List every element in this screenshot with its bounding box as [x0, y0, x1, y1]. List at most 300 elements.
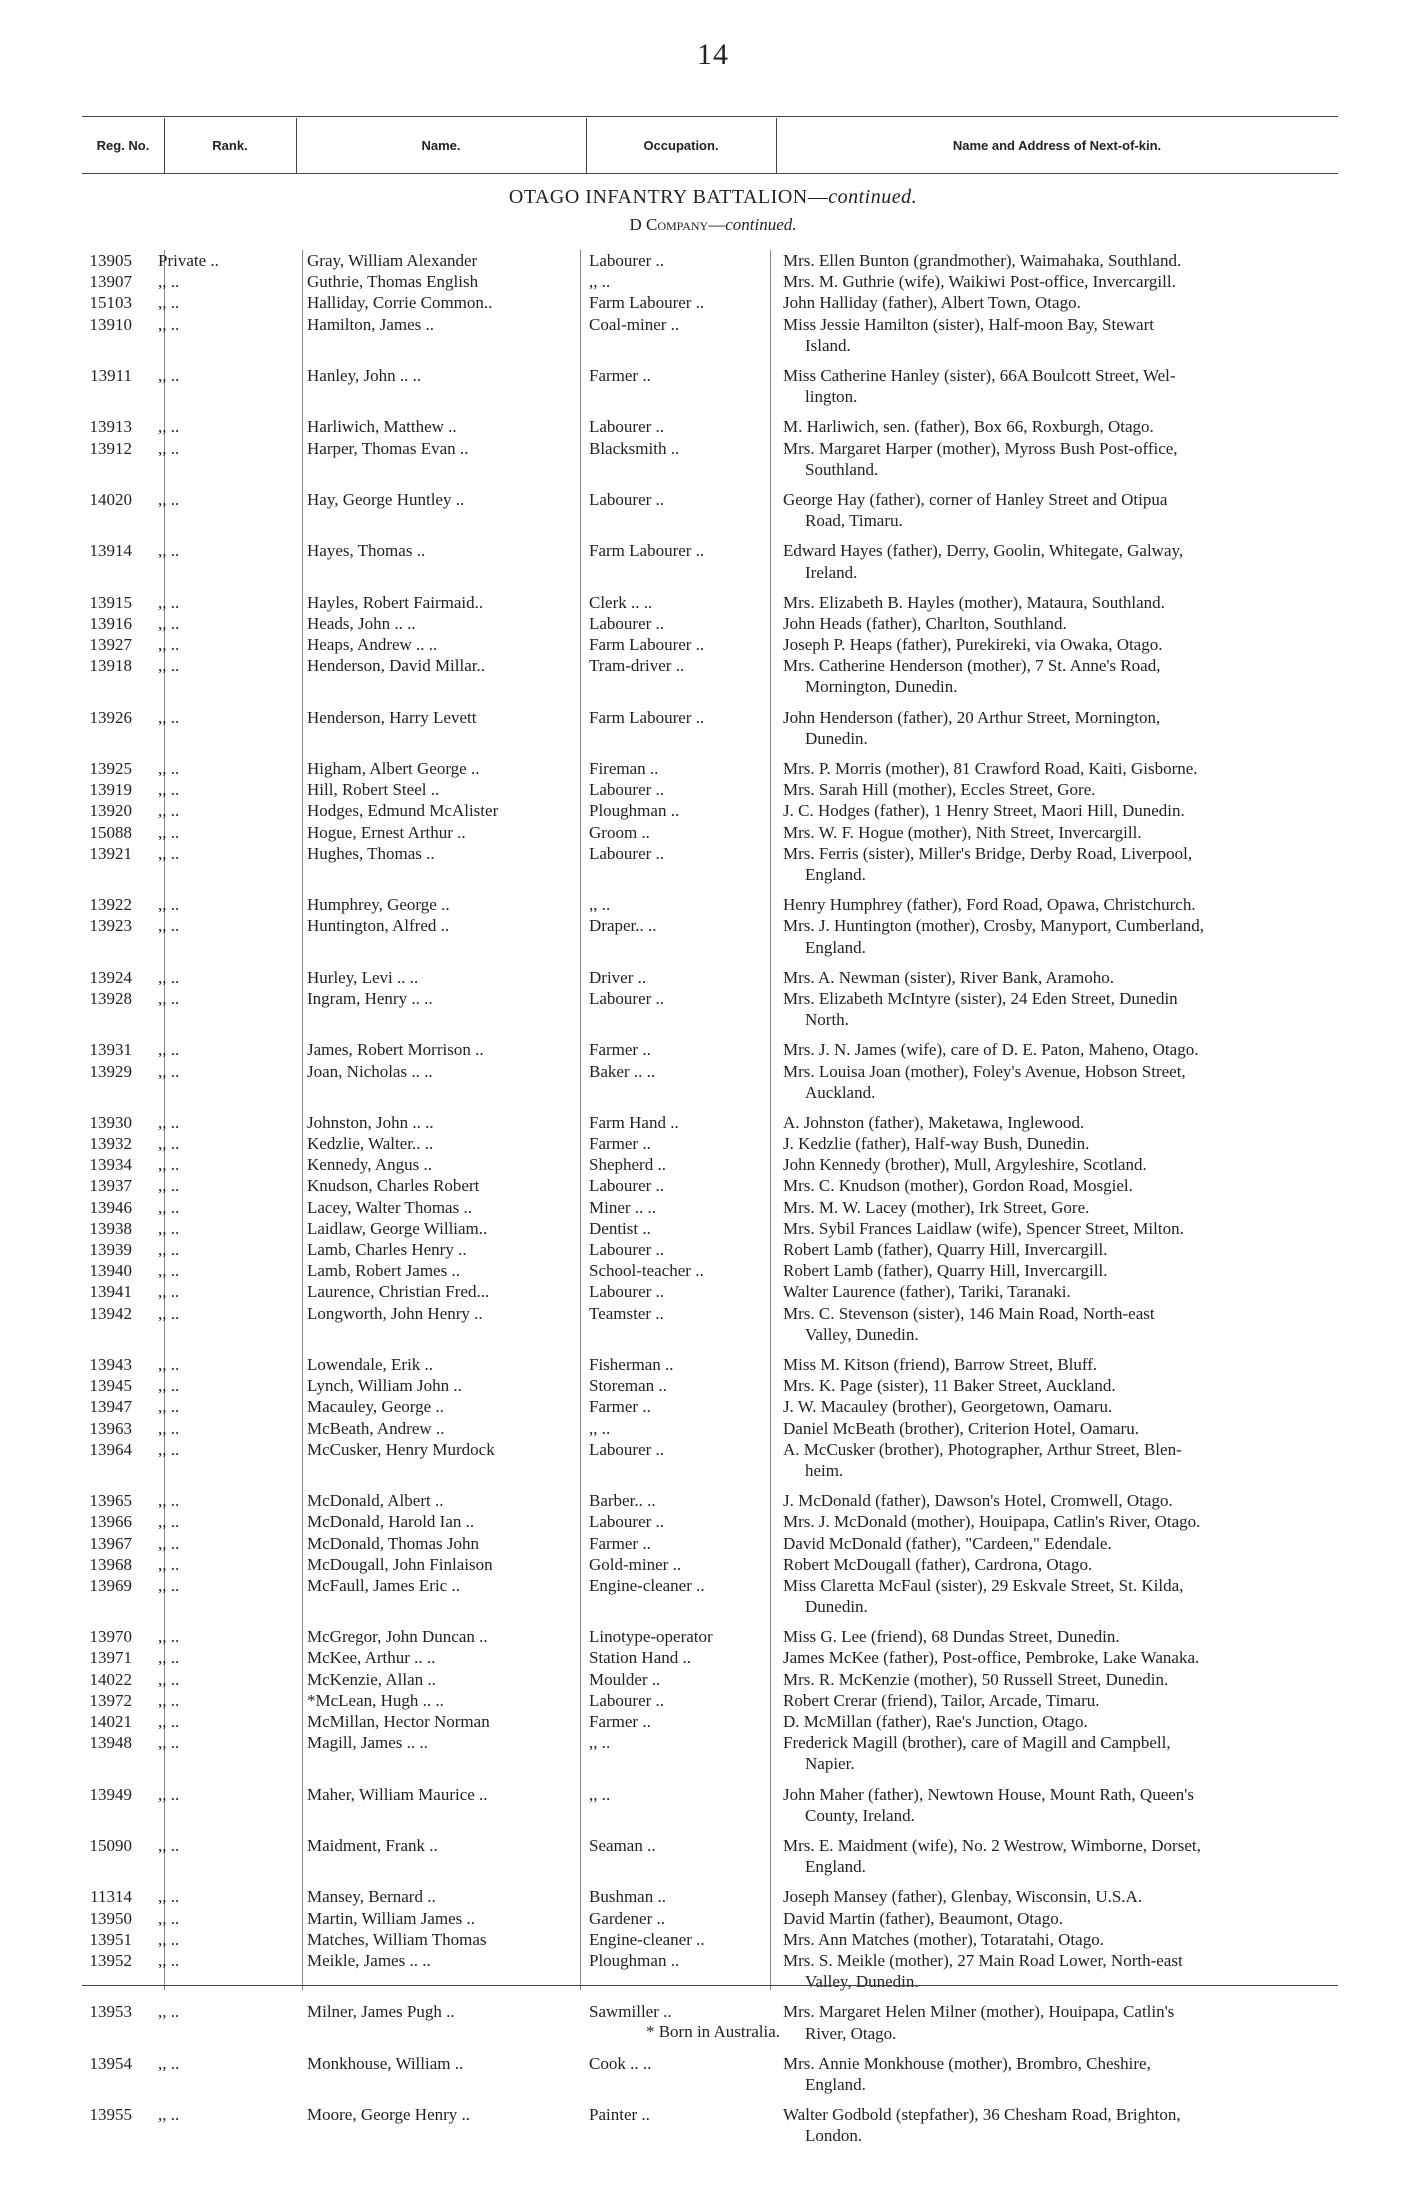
- rank: ,, ..: [158, 1061, 180, 1081]
- reg-number: 13938: [89, 1218, 132, 1238]
- table-row: [82, 2104, 1338, 2155]
- table-row: [82, 250, 1338, 271]
- table-row: [82, 438, 1338, 489]
- reg-number: 13922: [89, 895, 132, 915]
- reg-number: 13915: [89, 592, 132, 612]
- column-header-row: [82, 118, 1338, 173]
- table-row: [82, 271, 1338, 292]
- header-occupation: Occupation.: [643, 138, 719, 153]
- reg-number: 13966: [89, 1512, 132, 1532]
- next-of-kin-line: John Maher (father), Newtown House, Mount Rath, Queen's: [783, 1784, 1194, 1804]
- soldier-name: James, Robert Morrison ..: [307, 1040, 484, 1060]
- next-of-kin: [783, 1533, 1426, 1554]
- occupation: Seaman ..: [589, 1836, 656, 1855]
- next-of-kin-line: David McDonald (father), "Cardeen," Edendale.: [783, 1533, 1112, 1553]
- rank: ,, ..: [158, 1176, 180, 1196]
- next-of-kin-line: England.: [805, 2074, 866, 2094]
- occupation: Ploughman ..: [589, 801, 680, 821]
- soldier-name: McCusker, Henry Murdock: [307, 1439, 495, 1459]
- rank: ,, ..: [158, 822, 180, 842]
- table-row: [82, 416, 1338, 437]
- next-of-kin: [783, 1260, 1426, 1281]
- reg-number: 13955: [89, 2105, 132, 2125]
- reg-number: 13916: [89, 613, 132, 633]
- next-of-kin-line: Mrs. Margaret Harper (mother), Myross Bush Post-office,: [783, 438, 1178, 458]
- next-of-kin-line: Mrs. Margaret Helen Milner (mother), Houipapa, Catlin's: [783, 2002, 1175, 2022]
- occupation: Groom ..: [589, 822, 650, 842]
- table-row: [82, 655, 1338, 706]
- next-of-kin: [783, 365, 1426, 407]
- rank: ,, ..: [158, 1218, 180, 1238]
- reg-number: 13963: [89, 1418, 132, 1438]
- table-row: [82, 365, 1338, 416]
- next-of-kin: [783, 1239, 1426, 1260]
- occupation: Farm Hand ..: [589, 1112, 679, 1132]
- next-of-kin-line: Valley, Dunedin.: [805, 1324, 919, 1344]
- table-row: [82, 540, 1338, 591]
- next-of-kin-line: England.: [805, 1857, 866, 1877]
- next-of-kin-line: Southland.: [805, 459, 879, 479]
- soldier-name: *McLean, Hugh .. ..: [307, 1690, 444, 1710]
- header-name: Name.: [421, 138, 461, 153]
- table-row: [82, 894, 1338, 915]
- occupation: Farm Labourer ..: [589, 541, 705, 561]
- next-of-kin-line: Mrs. Ellen Bunton (grandmother), Waimahaka, Southland.: [783, 251, 1182, 270]
- reg-number: 11314: [90, 1887, 132, 1907]
- next-of-kin-line: River, Otago.: [805, 2023, 897, 2043]
- table-row: [82, 1112, 1338, 1133]
- next-of-kin-line: Walter Laurence (father), Tariki, Taranaki.: [783, 1282, 1071, 1302]
- reg-number: 13946: [89, 1197, 132, 1217]
- next-of-kin: [783, 988, 1426, 1030]
- reg-number: 13943: [89, 1355, 132, 1374]
- soldier-name: Mansey, Bernard ..: [307, 1887, 436, 1907]
- occupation: Labourer ..: [589, 1512, 665, 1532]
- occupation: Teamster ..: [589, 1303, 664, 1323]
- reg-number: 13931: [89, 1040, 132, 1060]
- soldier-name: Hayles, Robert Fairmaid..: [307, 592, 484, 612]
- reg-number: 13971: [89, 1648, 132, 1668]
- next-of-kin: [783, 1418, 1426, 1439]
- occupation: Farm Labourer ..: [589, 293, 705, 313]
- table-row: [82, 1154, 1338, 1175]
- rank: ,, ..: [158, 1240, 180, 1260]
- occupation: Labourer ..: [589, 417, 665, 437]
- reg-number: 13972: [89, 1690, 132, 1710]
- rank: ,, ..: [158, 967, 180, 987]
- reg-number: 13967: [89, 1533, 132, 1553]
- reg-number: 13951: [89, 1929, 132, 1949]
- rank: ,, ..: [158, 759, 180, 779]
- next-of-kin-line: David Martin (father), Beaumont, Otago.: [783, 1908, 1063, 1928]
- next-of-kin-line: Miss M. Kitson (friend), Barrow Street, Bluff.: [783, 1355, 1098, 1374]
- soldier-name: Martin, William James ..: [307, 1908, 476, 1928]
- soldier-name: Huntington, Alfred ..: [307, 916, 450, 936]
- rank: ,, ..: [158, 895, 180, 915]
- next-of-kin-line: Napier.: [805, 1754, 855, 1774]
- occupation: Labourer ..: [589, 988, 665, 1008]
- soldier-name: Lynch, William John ..: [307, 1376, 462, 1396]
- occupation: Labourer ..: [589, 1240, 665, 1260]
- table-row: [82, 1511, 1338, 1532]
- next-of-kin-line: J. C. Hodges (father), 1 Henry Street, Maori Hill, Dunedin.: [783, 801, 1185, 821]
- table-row: [82, 1575, 1338, 1626]
- soldier-name: McDougall, John Finlaison: [307, 1554, 493, 1574]
- next-of-kin-line: John Henderson (father), 20 Arthur Street, Mornington,: [783, 707, 1161, 727]
- next-of-kin: [783, 250, 1426, 271]
- nominal-roll-table: [82, 250, 1338, 2156]
- table-row: [82, 1439, 1338, 1490]
- next-of-kin-line: Robert McDougall (father), Cardrona, Otago.: [783, 1554, 1093, 1574]
- occupation: ,, ..: [589, 1784, 611, 1804]
- next-of-kin: [783, 800, 1426, 821]
- reg-number: 13913: [89, 417, 132, 437]
- rank: ,, ..: [158, 1929, 180, 1949]
- next-of-kin-line: Robert Lamb (father), Quarry Hill, Invercargill.: [783, 1240, 1108, 1260]
- reg-number: 13970: [89, 1627, 132, 1647]
- table-row: [82, 1061, 1338, 1112]
- next-of-kin: [783, 1061, 1426, 1103]
- next-of-kin: [783, 1690, 1426, 1711]
- next-of-kin-line: Miss Catherine Hanley (sister), 66A Boulcott Street, Wel-: [783, 365, 1176, 385]
- header-rank: Rank.: [212, 138, 248, 153]
- next-of-kin-line: Mrs. C. Knudson (mother), Gordon Road, Mosgiel.: [783, 1176, 1133, 1196]
- soldier-name: McDonald, Albert ..: [307, 1491, 444, 1511]
- next-of-kin-line: Mrs. Louisa Joan (mother), Foley's Avenue, Hobson Street,: [783, 1061, 1186, 1081]
- rank: ,, ..: [158, 1376, 180, 1396]
- table-row: [82, 613, 1338, 634]
- occupation: Moulder ..: [589, 1669, 661, 1689]
- soldier-name: McFaull, James Eric ..: [307, 1575, 460, 1595]
- table-row: [82, 1784, 1338, 1835]
- next-of-kin: [783, 416, 1426, 437]
- table-row: [82, 1533, 1338, 1554]
- occupation: Gardener ..: [589, 1908, 665, 1928]
- reg-number: 13923: [89, 916, 132, 936]
- occupation: Draper.. ..: [589, 916, 657, 936]
- footer-rule: [82, 1985, 1338, 1986]
- occupation: Fireman ..: [589, 759, 659, 779]
- rank: ,, ..: [158, 780, 180, 800]
- table-row: [82, 1732, 1338, 1783]
- next-of-kin: [783, 779, 1426, 800]
- soldier-name: McGregor, John Duncan ..: [307, 1627, 488, 1647]
- occupation: ,, ..: [589, 1733, 611, 1753]
- next-of-kin-line: Mrs. J. McDonald (mother), Houipapa, Catlin's River, Otago.: [783, 1512, 1201, 1532]
- table-row: [82, 1303, 1338, 1354]
- next-of-kin-line: Miss G. Lee (friend), 68 Dundas Street, Dunedin.: [783, 1627, 1120, 1647]
- soldier-name: Gray, William Alexander: [307, 251, 478, 270]
- reg-number: 13947: [89, 1397, 132, 1417]
- table-row: [82, 800, 1338, 821]
- table-row: [82, 1239, 1338, 1260]
- next-of-kin-line: Mrs. E. Maidment (wife), No. 2 Westrow, Wimborne, Dorset,: [783, 1836, 1201, 1855]
- next-of-kin: [783, 1669, 1426, 1690]
- rank: ,, ..: [158, 916, 180, 936]
- occupation: Blacksmith ..: [589, 438, 680, 458]
- rank: Private ..: [158, 251, 219, 270]
- occupation: Sawmiller ..: [589, 2002, 672, 2022]
- next-of-kin-line: Island.: [805, 335, 851, 355]
- reg-number: 14020: [89, 489, 132, 509]
- next-of-kin-line: Mrs. C. Stevenson (sister), 146 Main Road, North-east: [783, 1303, 1155, 1323]
- next-of-kin: [783, 613, 1426, 634]
- next-of-kin-line: County, Ireland.: [805, 1805, 915, 1825]
- reg-number: 15090: [89, 1836, 132, 1855]
- next-of-kin-line: Auckland.: [805, 1082, 876, 1102]
- next-of-kin-line: Mrs. Ferris (sister), Miller's Bridge, Derby Road, Liverpool,: [783, 843, 1193, 863]
- soldier-name: McDonald, Harold Ian ..: [307, 1512, 475, 1532]
- reg-number: 13929: [89, 1061, 132, 1081]
- rank: ,, ..: [158, 2105, 180, 2125]
- next-of-kin-line: Dunedin.: [805, 728, 868, 748]
- reg-number: 14021: [89, 1712, 132, 1732]
- next-of-kin: [783, 822, 1426, 843]
- soldier-name: McKee, Arthur .. ..: [307, 1648, 436, 1668]
- rank: ,, ..: [158, 1155, 180, 1175]
- table-row: [82, 1375, 1338, 1396]
- company-title: [0, 215, 1426, 235]
- rank: ,, ..: [158, 707, 180, 727]
- next-of-kin: [783, 2104, 1426, 2146]
- soldier-name: Hay, George Huntley ..: [307, 489, 465, 509]
- next-of-kin: [783, 843, 1426, 885]
- soldier-name: Hodges, Edmund McAlister: [307, 801, 499, 821]
- next-of-kin-line: Henry Humphrey (father), Ford Road, Opawa, Christchurch.: [783, 895, 1196, 915]
- occupation: School-teacher ..: [589, 1261, 704, 1281]
- next-of-kin-line: Edward Hayes (father), Derry, Goolin, Whitegate, Galway,: [783, 541, 1184, 561]
- table-row: [82, 779, 1338, 800]
- rank: ,, ..: [158, 1112, 180, 1132]
- next-of-kin: [783, 1554, 1426, 1575]
- table-row: [82, 2053, 1338, 2104]
- reg-number: 13914: [89, 541, 132, 561]
- table-row: [82, 1886, 1338, 1907]
- rank: ,, ..: [158, 1303, 180, 1323]
- occupation: Painter ..: [589, 2105, 650, 2125]
- battalion-title: [0, 186, 1426, 209]
- soldier-name: Laurence, Christian Fred...: [307, 1282, 490, 1302]
- reg-number: 13918: [89, 656, 132, 676]
- reg-number: 13927: [89, 635, 132, 655]
- next-of-kin-line: Mrs. P. Morris (mother), 81 Crawford Road, Kaiti, Gisborne.: [783, 759, 1198, 779]
- table-row: [82, 915, 1338, 966]
- soldier-name: Kennedy, Angus ..: [307, 1155, 432, 1175]
- soldier-name: Johnston, John .. ..: [307, 1112, 434, 1132]
- rank: ,, ..: [158, 438, 180, 458]
- occupation: Cook .. ..: [589, 2053, 652, 2073]
- reg-number: 14022: [89, 1669, 132, 1689]
- occupation: Labourer ..: [589, 1176, 665, 1196]
- soldier-name: Hill, Robert Steel ..: [307, 780, 440, 800]
- soldier-name: McBeath, Andrew ..: [307, 1418, 445, 1438]
- occupation: Farmer ..: [589, 1134, 651, 1154]
- soldier-name: Moore, George Henry ..: [307, 2105, 471, 2125]
- next-of-kin-line: Joseph P. Heaps (father), Purekireki, via Owaka, Otago.: [783, 635, 1163, 655]
- soldier-name: Joan, Nicholas .. ..: [307, 1061, 433, 1081]
- table-row: [82, 843, 1338, 894]
- soldier-name: Higham, Albert George ..: [307, 759, 480, 779]
- soldier-name: Hurley, Levi .. ..: [307, 967, 419, 987]
- next-of-kin: [783, 1154, 1426, 1175]
- reg-number: 13934: [89, 1155, 132, 1175]
- table-row: [82, 1908, 1338, 1929]
- occupation: Barber.. ..: [589, 1491, 656, 1511]
- table-row: [82, 1711, 1338, 1732]
- reg-number: 13948: [89, 1733, 132, 1753]
- reg-number: 13965: [89, 1491, 132, 1511]
- next-of-kin-line: London.: [805, 2126, 863, 2146]
- rank: ,, ..: [158, 1512, 180, 1532]
- rank: ,, ..: [158, 1418, 180, 1438]
- next-of-kin: [783, 1112, 1426, 1133]
- rank: ,, ..: [158, 1533, 180, 1553]
- soldier-name: Longworth, John Henry ..: [307, 1303, 483, 1323]
- next-of-kin: [783, 1303, 1426, 1345]
- next-of-kin-line: Mrs. M. W. Lacey (mother), Irk Street, Gore.: [783, 1197, 1090, 1217]
- occupation: Coal-miner ..: [589, 314, 680, 334]
- next-of-kin-line: Valley, Dunedin.: [805, 1972, 919, 1992]
- table-row: [82, 988, 1338, 1039]
- next-of-kin: [783, 758, 1426, 779]
- next-of-kin-line: Robert Crerar (friend), Tailor, Arcade, Timaru.: [783, 1690, 1100, 1710]
- next-of-kin: [783, 634, 1426, 655]
- next-of-kin: [783, 438, 1426, 480]
- next-of-kin-line: Mrs. J. Huntington (mother), Crosby, Manyport, Cumberland,: [783, 916, 1205, 936]
- rank: ,, ..: [158, 1261, 180, 1281]
- soldier-name: Henderson, David Millar..: [307, 656, 485, 676]
- soldier-name: Lowendale, Erik ..: [307, 1355, 434, 1374]
- next-of-kin-line: Mrs. M. Guthrie (wife), Waikiwi Post-office, Invercargill.: [783, 272, 1176, 292]
- occupation: Engine-cleaner ..: [589, 1929, 705, 1949]
- next-of-kin: [783, 1784, 1426, 1826]
- occupation: Driver ..: [589, 967, 647, 987]
- next-of-kin: [783, 707, 1426, 749]
- rank: ,, ..: [158, 1887, 180, 1907]
- reg-number: 13921: [89, 843, 132, 863]
- table-row: [82, 1418, 1338, 1439]
- occupation: Dentist ..: [589, 1218, 651, 1238]
- occupation: Tram-driver ..: [589, 656, 685, 676]
- soldier-name: Milner, James Pugh ..: [307, 2002, 455, 2022]
- occupation: Labourer ..: [589, 1439, 665, 1459]
- reg-number: 13920: [89, 801, 132, 821]
- next-of-kin: [783, 1133, 1426, 1154]
- rank: ,, ..: [158, 1282, 180, 1302]
- next-of-kin-line: Walter Godbold (stepfather), 36 Chesham Road, Brighton,: [783, 2105, 1181, 2125]
- table-row: [82, 1950, 1338, 2001]
- page-number: 14: [697, 38, 729, 71]
- next-of-kin: [783, 1490, 1426, 1511]
- reg-number: 13905: [89, 251, 132, 270]
- table-row: [82, 1669, 1338, 1690]
- occupation: Baker .. ..: [589, 1061, 656, 1081]
- table-row: [82, 1490, 1338, 1511]
- rank: ,, ..: [158, 1690, 180, 1710]
- next-of-kin-line: Mrs. Sybil Frances Laidlaw (wife), Spencer Street, Milton.: [783, 1218, 1184, 1238]
- next-of-kin: [783, 2053, 1426, 2095]
- occupation: Storeman ..: [589, 1376, 667, 1396]
- reg-number: 15103: [89, 293, 132, 313]
- soldier-name: Hayes, Thomas ..: [307, 541, 426, 561]
- occupation: Linotype-operator: [589, 1627, 713, 1647]
- company-title-suffix: continued.: [725, 215, 797, 234]
- next-of-kin-line: Mrs. S. Meikle (mother), 27 Main Road Lower, North-east: [783, 1950, 1183, 1970]
- next-of-kin-line: John Halliday (father), Albert Town, Otago.: [783, 293, 1081, 313]
- next-of-kin-line: Miss Jessie Hamilton (sister), Half-moon Bay, Stewart: [783, 314, 1154, 334]
- next-of-kin-line: Mrs. R. McKenzie (mother), 50 Russell Street, Dunedin.: [783, 1669, 1169, 1689]
- rank: ,, ..: [158, 1784, 180, 1804]
- next-of-kin-line: J. McDonald (father), Dawson's Hotel, Cromwell, Otago.: [783, 1491, 1173, 1511]
- soldier-name: McDonald, Thomas John: [307, 1533, 480, 1553]
- table-row: [82, 1260, 1338, 1281]
- reg-number: 13911: [90, 365, 132, 385]
- next-of-kin-line: John Heads (father), Charlton, Southland.: [783, 613, 1067, 633]
- rank: ,, ..: [158, 314, 180, 334]
- table-row: [82, 758, 1338, 779]
- table-row: [82, 1554, 1338, 1575]
- soldier-name: McKenzie, Allan ..: [307, 1669, 436, 1689]
- next-of-kin-line: Mornington, Dunedin.: [805, 677, 958, 697]
- next-of-kin: [783, 1626, 1426, 1647]
- reg-number: 13969: [89, 1575, 132, 1595]
- reg-number: 13928: [89, 988, 132, 1008]
- rank: ,, ..: [158, 1040, 180, 1060]
- occupation: Gold-miner ..: [589, 1554, 682, 1574]
- next-of-kin-line: J. W. Macauley (brother), Georgetown, Oamaru.: [783, 1397, 1113, 1417]
- next-of-kin-line: Mrs. Elizabeth B. Hayles (mother), Mataura, Southland.: [783, 592, 1165, 612]
- next-of-kin-line: J. Kedzlie (father), Half-way Bush, Dunedin.: [783, 1134, 1090, 1154]
- next-of-kin: [783, 1281, 1426, 1302]
- rank: ,, ..: [158, 1355, 180, 1374]
- rank: ,, ..: [158, 1439, 180, 1459]
- rank: ,, ..: [158, 541, 180, 561]
- soldier-name: Laidlaw, George William..: [307, 1218, 488, 1238]
- table-row: [82, 1396, 1338, 1417]
- next-of-kin-line: James McKee (father), Post-office, Pembroke, Lake Wanaka.: [783, 1648, 1200, 1668]
- soldier-name: Hamilton, James ..: [307, 314, 435, 334]
- occupation: ,, ..: [589, 1418, 611, 1438]
- occupation: Farm Labourer ..: [589, 635, 705, 655]
- reg-number: 13912: [89, 438, 132, 458]
- occupation: Bushman ..: [589, 1887, 666, 1907]
- next-of-kin: [783, 1732, 1426, 1774]
- next-of-kin: [783, 1375, 1426, 1396]
- reg-number: 13919: [89, 780, 132, 800]
- reg-number: 13941: [89, 1282, 132, 1302]
- table-row: [82, 1039, 1338, 1060]
- next-of-kin: [783, 314, 1426, 356]
- next-of-kin: [783, 1647, 1426, 1668]
- next-of-kin: [783, 894, 1426, 915]
- rank: ,, ..: [158, 656, 180, 676]
- next-of-kin: [783, 1175, 1426, 1196]
- soldier-name: Humphrey, George ..: [307, 895, 450, 915]
- next-of-kin: [783, 1218, 1426, 1239]
- reg-number: 13942: [89, 1303, 132, 1323]
- next-of-kin: [783, 1039, 1426, 1060]
- reg-number: 13953: [89, 2002, 132, 2022]
- rank: ,, ..: [158, 489, 180, 509]
- next-of-kin-line: Mrs. Sarah Hill (mother), Eccles Street, Gore.: [783, 780, 1096, 800]
- next-of-kin-line: Mrs. A. Newman (sister), River Bank, Aramoho.: [783, 967, 1114, 987]
- soldier-name: Magill, James .. ..: [307, 1733, 428, 1753]
- soldier-name: Maher, William Maurice ..: [307, 1784, 488, 1804]
- rank: ,, ..: [158, 272, 180, 292]
- rank: ,, ..: [158, 1669, 180, 1689]
- next-of-kin-line: Mrs. Ann Matches (mother), Totaratahi, Otago.: [783, 1929, 1104, 1949]
- next-of-kin: [783, 1197, 1426, 1218]
